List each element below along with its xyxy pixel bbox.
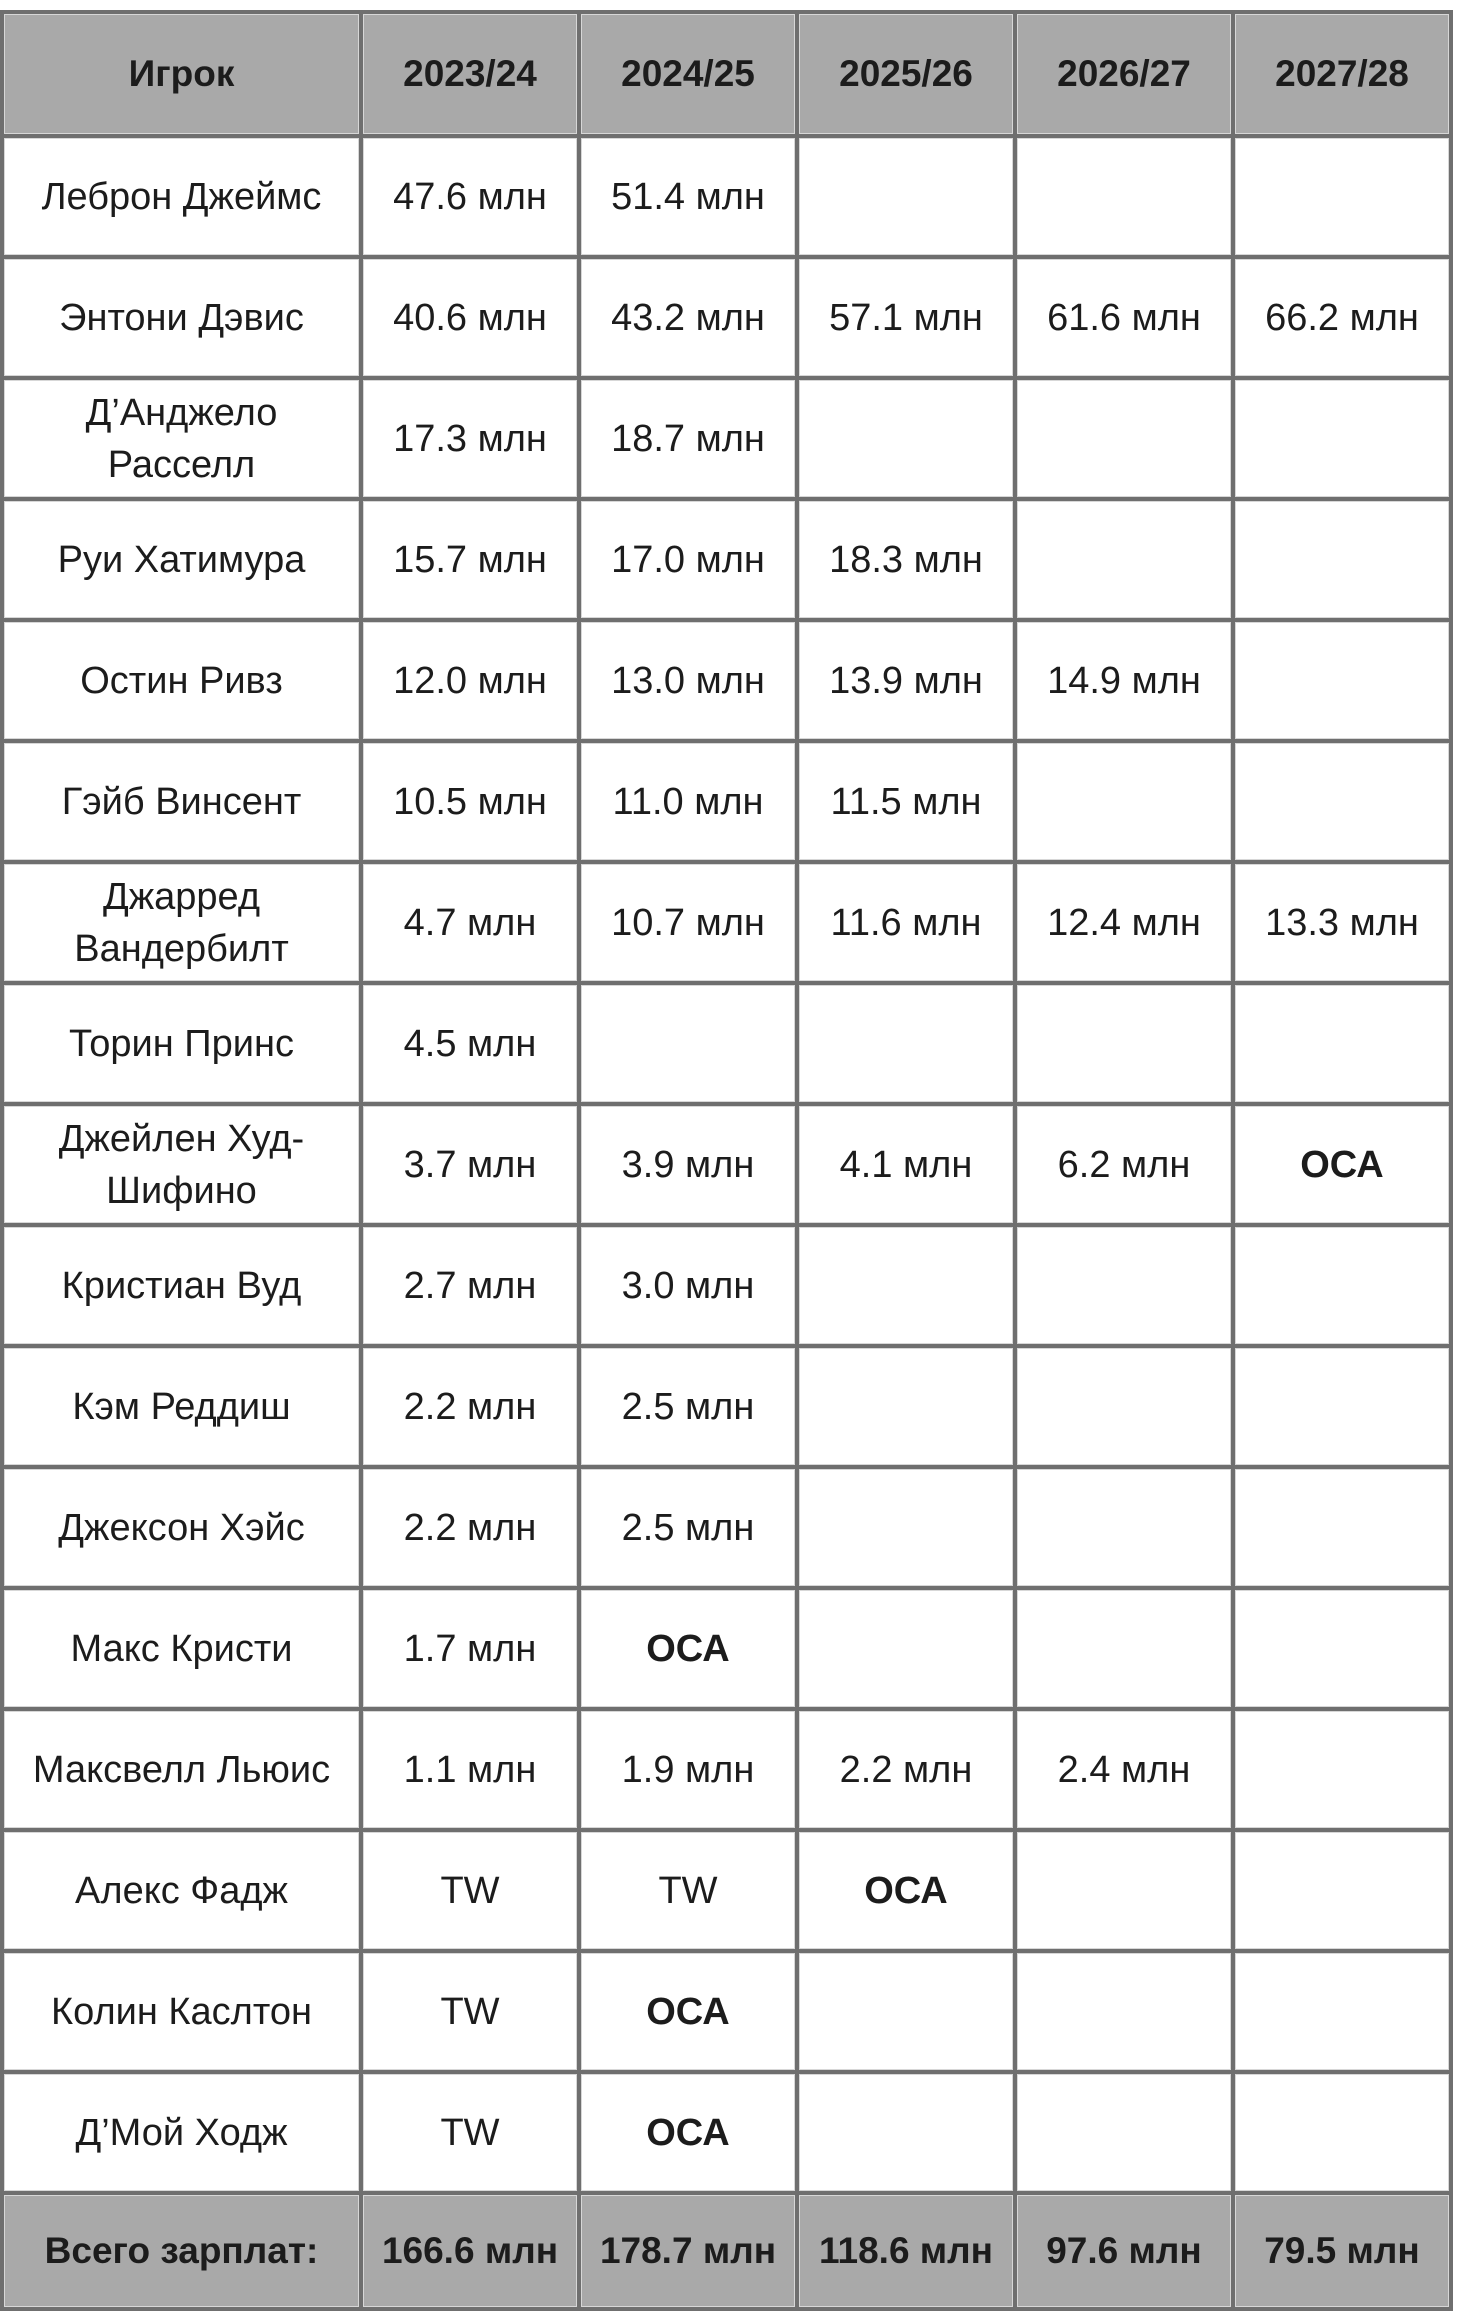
salary-cell: 61.6 млн	[1017, 259, 1235, 380]
total-value: 79.5 млн	[1235, 2195, 1453, 2311]
player-name: Колин Каслтон	[4, 1953, 363, 2074]
table-row	[4, 1590, 1453, 1711]
salary-cell: 3.7 млн	[363, 1106, 581, 1227]
salary-cell: 14.9 млн	[1017, 622, 1235, 743]
player-name: Кристиан Вуд	[4, 1227, 363, 1348]
salary-cell: 13.0 млн	[581, 622, 799, 743]
player-name: Леброн Джеймс	[4, 138, 363, 259]
salary-cell: TW	[363, 1953, 581, 2074]
table-row	[4, 1227, 1453, 1348]
salary-cell: 4.7 млн	[363, 864, 581, 985]
salary-cell: 13.9 млн	[799, 622, 1017, 743]
total-value: 97.6 млн	[1017, 2195, 1235, 2311]
table-row	[4, 985, 1453, 1106]
salary-cell	[1235, 1953, 1453, 2074]
player-name: Остин Ривз	[4, 622, 363, 743]
salary-cell: 2.2 млн	[363, 1348, 581, 1469]
salary-cell: 17.0 млн	[581, 501, 799, 622]
salary-cell: ОСА	[1235, 1106, 1453, 1227]
salary-cell: 11.6 млн	[799, 864, 1017, 985]
salary-cell	[1235, 1348, 1453, 1469]
header-season-2026-27: 2026/27	[1017, 14, 1235, 138]
table-row	[4, 2074, 1453, 2195]
salary-cell	[799, 1590, 1017, 1711]
table-row	[4, 1832, 1453, 1953]
salary-cell	[1017, 1832, 1235, 1953]
salary-cell: 57.1 млн	[799, 259, 1017, 380]
total-value: 166.6 млн	[363, 2195, 581, 2311]
salary-cell	[1017, 1953, 1235, 2074]
table-row	[4, 138, 1453, 259]
salary-cell	[1235, 1227, 1453, 1348]
salary-cell: 1.9 млн	[581, 1711, 799, 1832]
table-footer	[4, 2195, 1453, 2311]
salary-cell	[1017, 380, 1235, 501]
salary-cell	[1017, 1469, 1235, 1590]
salary-cell	[1235, 2074, 1453, 2195]
salary-cell: 2.5 млн	[581, 1348, 799, 1469]
salary-cell	[799, 1348, 1017, 1469]
salary-cell: TW	[363, 2074, 581, 2195]
salary-cell: 11.0 млн	[581, 743, 799, 864]
salary-cell: 10.7 млн	[581, 864, 799, 985]
salary-cell: 4.5 млн	[363, 985, 581, 1106]
salary-cell	[1235, 1832, 1453, 1953]
table-row	[4, 1711, 1453, 1832]
salary-cell	[1235, 743, 1453, 864]
salary-cell: 47.6 млн	[363, 138, 581, 259]
salary-table	[0, 10, 1453, 2311]
table-row	[4, 864, 1453, 985]
salary-cell	[799, 380, 1017, 501]
salary-cell: 2.5 млн	[581, 1469, 799, 1590]
salary-cell	[1235, 1711, 1453, 1832]
salary-cell: TW	[581, 1832, 799, 1953]
salary-cell: 3.9 млн	[581, 1106, 799, 1227]
salary-cell	[1017, 501, 1235, 622]
salary-cell	[1017, 743, 1235, 864]
table-row	[4, 1106, 1453, 1227]
player-name: Джексон Хэйс	[4, 1469, 363, 1590]
salary-cell: 11.5 млн	[799, 743, 1017, 864]
salary-cell: 18.7 млн	[581, 380, 799, 501]
header-season-2023-24: 2023/24	[363, 14, 581, 138]
totals-label: Всего зарплат:	[4, 2195, 363, 2311]
salary-cell: 6.2 млн	[1017, 1106, 1235, 1227]
player-name: Руи Хатимура	[4, 501, 363, 622]
player-name: Д’Мой Ходж	[4, 2074, 363, 2195]
player-name: Алекс Фадж	[4, 1832, 363, 1953]
salary-cell	[799, 985, 1017, 1106]
salary-cell	[799, 1227, 1017, 1348]
player-name: Д’Анджело Расселл	[4, 380, 363, 501]
salary-cell	[799, 1469, 1017, 1590]
totals-row	[4, 2195, 1453, 2311]
table-row	[4, 259, 1453, 380]
salary-cell: ОСА	[581, 1590, 799, 1711]
salary-cell: 51.4 млн	[581, 138, 799, 259]
salary-cell: 2.4 млн	[1017, 1711, 1235, 1832]
header-season-2024-25: 2024/25	[581, 14, 799, 138]
salary-cell: ОСА	[799, 1832, 1017, 1953]
salary-cell	[1017, 1227, 1235, 1348]
salary-cell: TW	[363, 1832, 581, 1953]
player-name: Джейлен Худ-Шифино	[4, 1106, 363, 1227]
salary-cell	[799, 138, 1017, 259]
salary-cell: 13.3 млн	[1235, 864, 1453, 985]
salary-cell	[1235, 501, 1453, 622]
salary-cell: 1.1 млн	[363, 1711, 581, 1832]
salary-cell: 10.5 млн	[363, 743, 581, 864]
salary-table-container	[0, 10, 1449, 2311]
table-row	[4, 380, 1453, 501]
salary-cell: ОСА	[581, 1953, 799, 2074]
table-row	[4, 1348, 1453, 1469]
salary-cell	[1017, 1590, 1235, 1711]
player-name: Макс Кристи	[4, 1590, 363, 1711]
table-row	[4, 501, 1453, 622]
salary-cell: 12.4 млн	[1017, 864, 1235, 985]
salary-cell	[799, 2074, 1017, 2195]
salary-cell: 15.7 млн	[363, 501, 581, 622]
table-body	[4, 138, 1453, 2195]
header-row	[4, 14, 1453, 138]
table-row	[4, 622, 1453, 743]
player-name: Энтони Дэвис	[4, 259, 363, 380]
salary-cell: 12.0 млн	[363, 622, 581, 743]
total-value: 118.6 млн	[799, 2195, 1017, 2311]
salary-cell: 3.0 млн	[581, 1227, 799, 1348]
salary-cell: ОСА	[581, 2074, 799, 2195]
salary-cell	[1017, 2074, 1235, 2195]
salary-cell: 1.7 млн	[363, 1590, 581, 1711]
salary-cell: 2.2 млн	[799, 1711, 1017, 1832]
salary-cell	[799, 1953, 1017, 2074]
salary-cell	[1235, 1469, 1453, 1590]
player-name: Максвелл Льюис	[4, 1711, 363, 1832]
salary-cell: 43.2 млн	[581, 259, 799, 380]
header-season-2025-26: 2025/26	[799, 14, 1017, 138]
salary-cell	[1235, 380, 1453, 501]
salary-cell: 17.3 млн	[363, 380, 581, 501]
salary-cell: 2.2 млн	[363, 1469, 581, 1590]
salary-cell	[581, 985, 799, 1106]
player-name: Гэйб Винсент	[4, 743, 363, 864]
salary-cell: 2.7 млн	[363, 1227, 581, 1348]
header-season-2027-28: 2027/28	[1235, 14, 1453, 138]
salary-cell	[1235, 985, 1453, 1106]
table-row	[4, 1469, 1453, 1590]
header-player: Игрок	[4, 14, 363, 138]
salary-cell	[1017, 138, 1235, 259]
total-value: 178.7 млн	[581, 2195, 799, 2311]
salary-cell	[1017, 1348, 1235, 1469]
table-row	[4, 1953, 1453, 2074]
player-name: Торин Принс	[4, 985, 363, 1106]
salary-cell	[1235, 1590, 1453, 1711]
salary-cell: 4.1 млн	[799, 1106, 1017, 1227]
salary-cell: 40.6 млн	[363, 259, 581, 380]
table-row	[4, 743, 1453, 864]
table-header	[4, 14, 1453, 138]
player-name: Джарред Вандербилт	[4, 864, 363, 985]
salary-cell	[1235, 622, 1453, 743]
player-name: Кэм Реддиш	[4, 1348, 363, 1469]
salary-cell	[1235, 138, 1453, 259]
salary-cell: 18.3 млн	[799, 501, 1017, 622]
salary-cell: 66.2 млн	[1235, 259, 1453, 380]
salary-cell	[1017, 985, 1235, 1106]
